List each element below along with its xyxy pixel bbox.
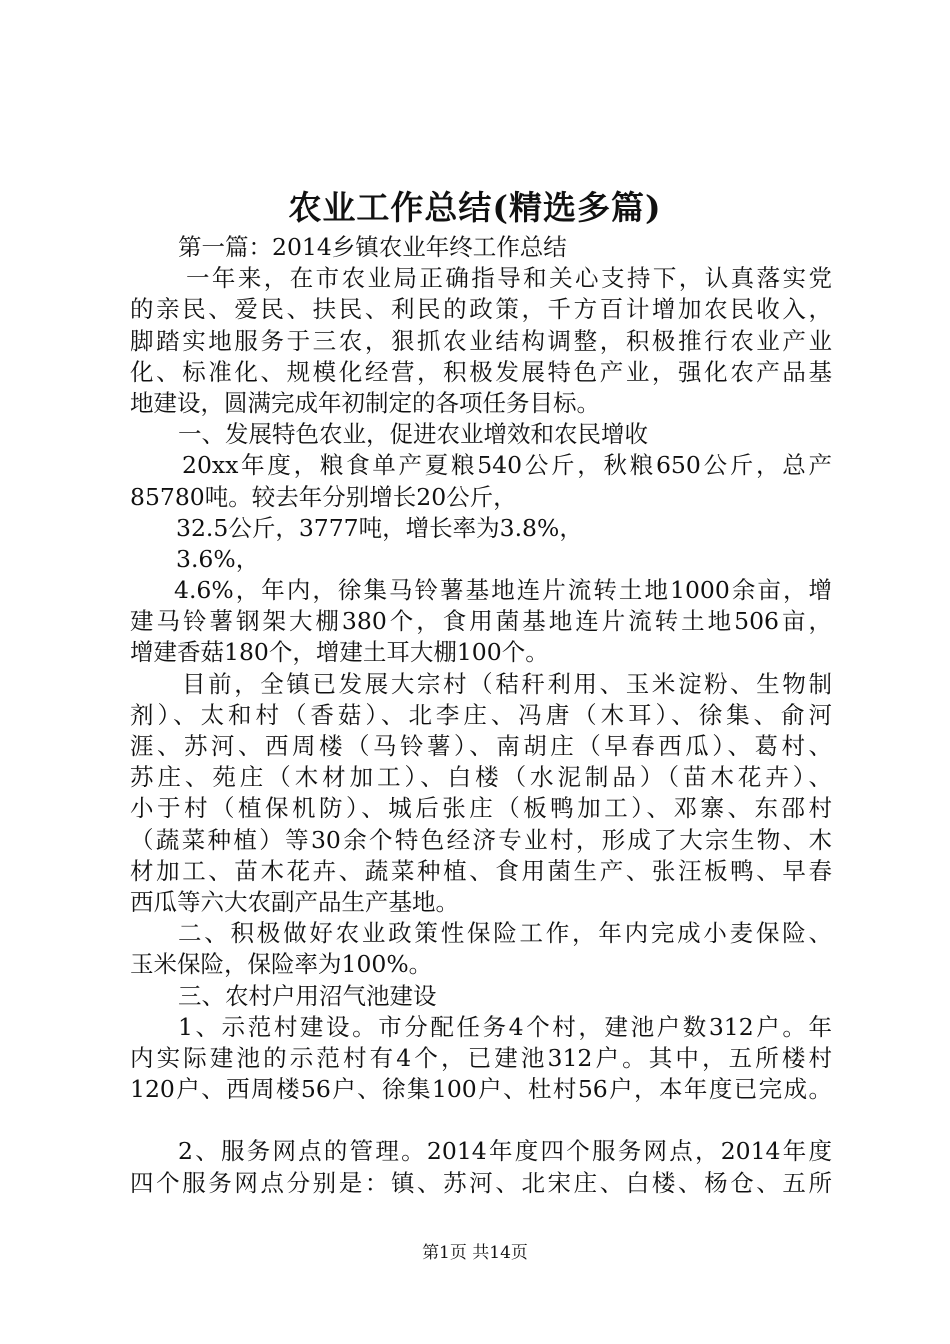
body-line: 20xx年度，粮食单产夏粮540公斤，秋粮650公斤，总产 bbox=[182, 451, 832, 480]
body-line: 小于村（植保机防）、城后张庄（板鸭加工）、邓寨、东邵村 bbox=[130, 794, 832, 823]
body-line: 剂）、太和村（香菇）、北李庄、冯唐（木耳）、徐集、俞河 bbox=[130, 700, 832, 729]
body-line: 4.6%，年内，徐集马铃薯基地连片流转土地1000余亩，增 bbox=[174, 576, 832, 605]
body-line: 四个服务网点分别是：镇、苏河、北宋庄、白楼、杨仓、五所 bbox=[130, 1168, 832, 1197]
body-line: 材加工、苗木花卉、蔬菜种植、食用菌生产、张汪板鸭、早春 bbox=[130, 856, 832, 885]
body-line: 1、示范村建设。市分配任务4个村，建池户数312户。年 bbox=[178, 1012, 832, 1041]
body-line: 内实际建池的示范村有4个，已建池312户。其中，五所楼村 bbox=[130, 1043, 832, 1072]
body-line: 一、发展特色农业，促进农业增效和农民增收 bbox=[178, 420, 648, 449]
page-number-footer: 第1页 共14页 bbox=[422, 1243, 528, 1263]
body-line: 2、服务网点的管理。2014年度四个服务网点，2014年度 bbox=[178, 1137, 832, 1166]
body-line: （蔬菜种植）等30余个特色经济专业村，形成了大宗生物、木 bbox=[130, 825, 832, 854]
body-line: 西瓜等六大农副产品生产基地。 bbox=[130, 887, 459, 916]
body-line: 第一篇：2014乡镇农业年终工作总结 bbox=[178, 233, 567, 261]
body-line: 玉米保险，保险率为100%。 bbox=[130, 950, 433, 979]
body-line: 增建香菇180个，增建土耳大棚100个。 bbox=[130, 638, 549, 667]
body-line: 三、农村户用沼气池建设 bbox=[178, 981, 437, 1010]
body-line: 的亲民、爱民、扶民、利民的政策，千方百计增加农民收入， bbox=[130, 295, 832, 324]
body-line bbox=[130, 1105, 832, 1136]
document-title: 农业工作总结(精选多篇) bbox=[288, 188, 662, 227]
document-body bbox=[130, 232, 832, 1199]
body-line: 地建设，圆满完成年初制定的各项任务目标。 bbox=[130, 388, 600, 417]
body-line: 一年来，在市农业局正确指导和关心支持下，认真落实党 bbox=[186, 264, 832, 293]
body-line: 二、积极做好农业政策性保险工作，年内完成小麦保险、 bbox=[178, 919, 832, 948]
body-line: 化、标准化、规模化经营，积极发展特色产业，强化农产品基 bbox=[130, 357, 832, 386]
body-line: 85780吨。较去年分别增长20公斤， bbox=[130, 482, 517, 511]
body-line: 32.5公斤，3777吨，增长率为3.8%， bbox=[176, 513, 583, 542]
body-line: 涯、苏河、西周楼（马铃薯）、南胡庄（早春西瓜）、葛村、 bbox=[130, 732, 832, 760]
body-line: 3.6%， bbox=[176, 544, 260, 573]
body-line: 脚踏实地服务于三农，狠抓农业结构调整，积极推行农业产业 bbox=[130, 326, 832, 355]
body-line: 120户、西周楼56户、徐集100户、杜村56户，本年度已完成。 bbox=[130, 1075, 832, 1104]
body-line: 目前，全镇已发展大宗村（秸秆利用、玉米淀粉、生物制 bbox=[182, 669, 832, 698]
body-line: 苏庄、苑庄（木材加工）、白楼（水泥制品）（苗木花卉）、 bbox=[130, 763, 832, 792]
body-line: 建马铃薯钢架大棚380个，食用菌基地连片流转土地506亩， bbox=[130, 607, 832, 636]
